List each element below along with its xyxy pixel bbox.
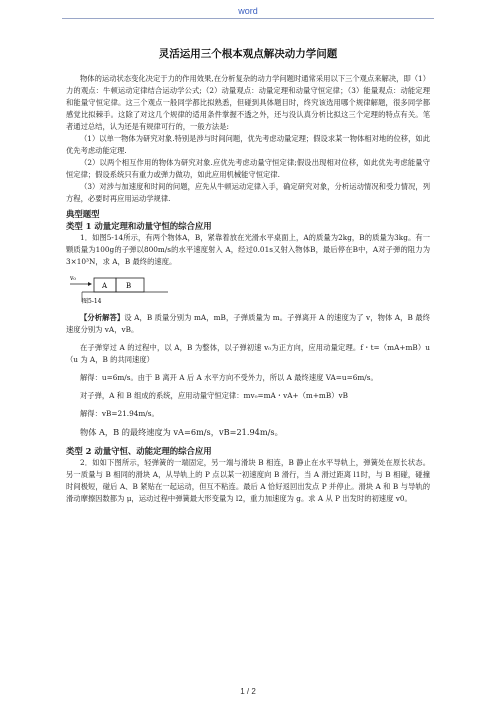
- type1-heading: 类型 1 动量定理和动量守恒的综合应用: [66, 221, 212, 231]
- document-page: [66, 34, 430, 505]
- solution-step-3: 对子弹，A 和 B 组成的系统，应用动量守恒定律：mv₀=mA・vA+（m+mB）vB: [80, 391, 348, 400]
- figure-diagram: [68, 272, 188, 308]
- page-header: word: [238, 6, 258, 16]
- header-divider: [62, 18, 434, 19]
- block-a-label: A: [102, 282, 108, 290]
- solution-step-1: 在子弹穿过 A 的过程中，以 A，B 为整体，以子弹初速 v₀为正方向，应用动量定理。f・t=（mA+mB）u （u 为 A，B 的共同速度）: [66, 343, 430, 364]
- intro-point-3: （3）对涉与加速度和时间的问题，应先从牛顿运动定律入手，确定研究对象，分析运动情况和受力情况，列方程，必要时再应用运动学规律.: [66, 182, 430, 203]
- section-heading: 典型题型: [66, 209, 100, 219]
- solution-step-4: 解得：vB=21.94m/s。: [80, 409, 159, 418]
- intro-point-1: （1）以单一物体为研究对象.特别是涉与时间问题，优先考虑动量定理；假设求某一物体相对地的位移，如此优先考虑动能定理.: [66, 134, 430, 155]
- bullet-arrow-head: [88, 282, 92, 286]
- intro-point-2: （2）以两个相互作用的物体为研究对象.应优先考虑动量守恒定律;假设出现相对位移，如此优先考虑能量守恒定律；假设系统只有重力或弹力做功，如此应用机械能守恒定律.: [66, 158, 430, 179]
- analysis-label: 【分析解答】: [80, 313, 125, 322]
- analysis-text: 设 A，B 质量分别为 mA，mB，子弹质量为 m。子弹离开 A 的速度为了 v，物体 A，B 最终速度分别为 vA，vB。: [66, 313, 431, 334]
- type2-heading: 类型 2 动量守恒、动能定理的综合应用: [66, 446, 212, 456]
- figure-caption: 图5-14: [82, 298, 102, 305]
- solution-step-2: 解得：u=6m/s。由于 B 离开 A 后 A 水平方向不受外力，所以 A 最终速度 VA=u=6m/s。: [80, 373, 378, 382]
- question-2: 2．如如下图所示，轻弹簧的一端固定，另一端与滑块 B 相连，B 静止在水平导轨上，弹簧处在原长状态。另一质量与 B 相同的滑块 A，从导轨上的 P 点以某一初速度向 B 滑行，当 A 滑过距离 l1时，与 B 相碰，碰撞时间极短，碰后 A、B 紧贴在一起运动，但互不粘连。最后 A 恰好返回出发点 P 并停止。滑块 A 和 B 与导轨的滑动摩擦因数都为 μ，运动过程中弹簧最大形变量为 l2，重力加速度为 g。求 A 从 P 出发时的初速度 v0。: [66, 458, 430, 503]
- v0-label: v₀: [70, 275, 76, 282]
- page-number: 1 / 2: [240, 687, 256, 696]
- solution-conclusion: 物体 A，B 的最终速度为 vA=6m/s，vB=21.94m/s。: [80, 427, 283, 437]
- block-b-label: B: [126, 282, 132, 290]
- document-title: 灵活运用三个根本观点解决动力学问题: [158, 48, 338, 60]
- intro-paragraph: 物体的运动状态变化决定于力的作用效果,在分析复杂的动力学问题时通常采用以下三个观点来解决，即（1）力的观点：牛顿运动定律结合运动学公式;（2）动量观点：动量定理和动量守恒定律；（3）能量观点：动能定理和能量守恒定律。这三个观点一般同学都比拟熟悉，但碰到具体题目时，终究该选用哪个规律解题，很多同学都感觉比拟棘手。这除了对这几个规律的适用条件掌握不透之外，还与没认真分析比拟这三个定理的特点有关。笔者通过总结，认为还是有规律可行的，一般方法是:: [66, 74, 430, 131]
- question-1: 1．如图5-14所示，有两个物体A，B，紧靠着放在光滑水平桌面上，A的质量为2kg，B的质量为3kg。有一颗质量为100g的子弹以800m/s的水平速度射入 A，经过0.01s又射入物体B，最后停在B中，A对子弹的阻力为3×10³N，求 A，B 最终的速度。: [66, 233, 430, 266]
- figure-5-14: [68, 272, 430, 308]
